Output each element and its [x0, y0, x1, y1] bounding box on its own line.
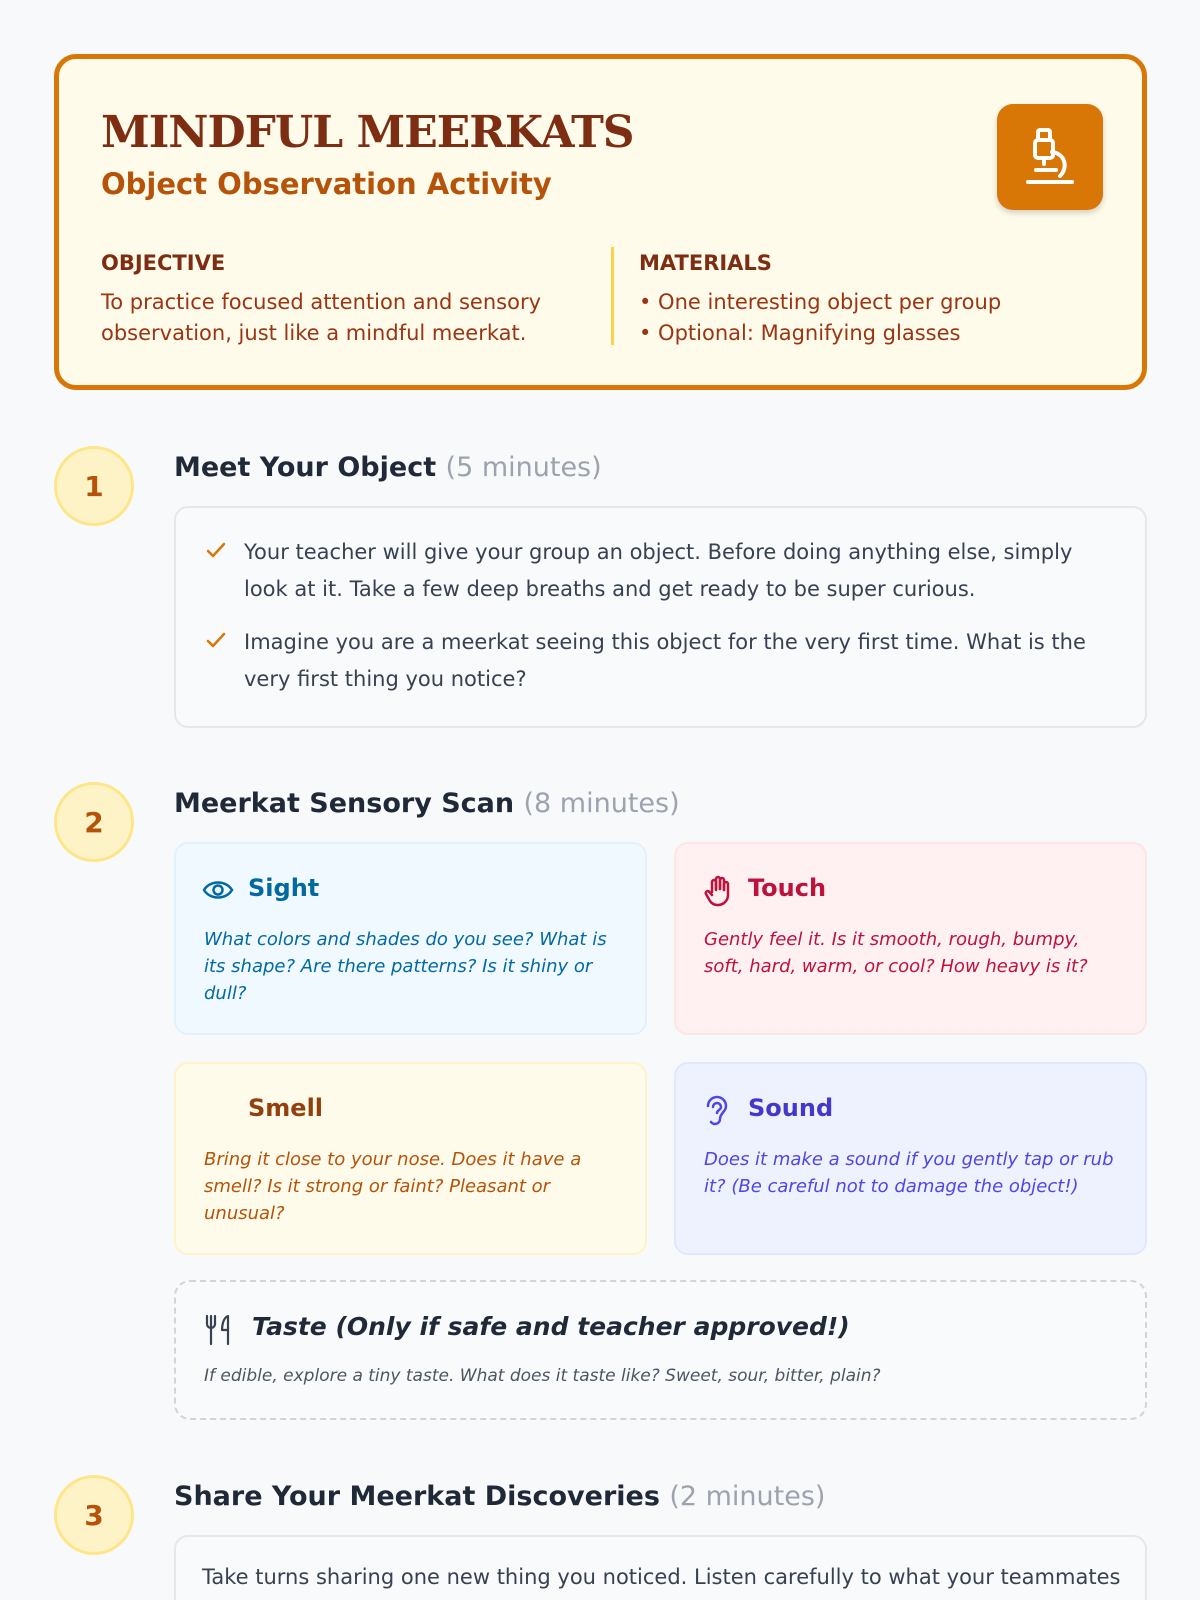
sense-title: Sight: [248, 874, 320, 902]
step-duration: (5 minutes): [445, 452, 602, 483]
taste-title: Taste (Only if safe and teacher approved!): [252, 1312, 850, 1341]
objective-line: To practice focused attention and sensory: [101, 290, 542, 314]
step-3-text: Take turns sharing one new thing you noticed. Listen carefully to what your teammates: [202, 1565, 1121, 1589]
materials-label: MATERIALS: [639, 251, 772, 275]
utensils-icon: [204, 1314, 238, 1346]
step-number: 3: [54, 1475, 134, 1555]
checklist-item: [204, 534, 1114, 608]
ear-icon: [702, 1094, 732, 1128]
step-title-text: Share Your Meerkat Discoveries: [174, 1481, 660, 1512]
sense-card-touch: [674, 842, 1147, 1035]
sense-title: Smell: [248, 1094, 324, 1122]
column-divider: [611, 247, 614, 345]
taste-card: [174, 1280, 1147, 1420]
sense-text: What colors and shades do you see? What is its shape? Are there patterns? Is it shiny or dull?: [204, 929, 607, 1004]
sense-card-sight: [174, 842, 647, 1035]
page-subtitle: Object Observation Activity: [101, 167, 552, 201]
materials-item: • One interesting object per group: [639, 290, 1002, 314]
sense-card-sound: [674, 1062, 1147, 1255]
step-duration: (8 minutes): [523, 788, 680, 819]
step-title-text: Meerkat Sensory Scan: [174, 788, 515, 819]
materials-list: [639, 287, 1001, 349]
sense-card-smell: [174, 1062, 647, 1255]
hand-icon: [702, 874, 736, 908]
page-title: MINDFUL MEERKATS: [101, 107, 634, 158]
check-icon: [204, 628, 228, 652]
objective-text: [101, 287, 541, 349]
materials-item: • Optional: Magnifying glasses: [639, 321, 961, 345]
sense-text: Gently feel it. Is it smooth, rough, bumpy, soft, hard, warm, or cool? How heavy is it?: [704, 929, 1088, 977]
checklist-text: Your teacher will give your group an object. Before doing anything else, simply look at it. Take a few deep breaths and get ready to be super curious.: [244, 540, 1073, 601]
step-3-box: [174, 1535, 1147, 1600]
check-icon: [204, 538, 228, 562]
step-number: 2: [54, 782, 134, 862]
objective-label: OBJECTIVE: [101, 251, 226, 275]
step-title: [174, 1481, 825, 1512]
sense-text: Does it make a sound if you gently tap or rub it? (Be careful not to damage the object!): [704, 1149, 1114, 1197]
checklist-text: Imagine you are a meerkat seeing this object for the very first time. What is the very first thing you notice?: [244, 630, 1086, 691]
step-1-box: [174, 506, 1147, 728]
step-title-text: Meet Your Object: [174, 452, 437, 483]
sense-title: Sound: [748, 1094, 834, 1122]
microscope-icon: [1022, 126, 1078, 188]
sense-text: Bring it close to your nose. Does it have a smell? Is it strong or faint? Pleasant or unusual?: [204, 1149, 582, 1224]
step-duration: (2 minutes): [669, 1481, 826, 1512]
step-title: [174, 788, 680, 819]
taste-text: If edible, explore a tiny taste. What does it taste like? Sweet, sour, bitter, plain?: [204, 1366, 881, 1386]
microscope-badge: [997, 104, 1103, 210]
step-title: [174, 452, 602, 483]
objective-line: observation, just like a mindful meerkat.: [101, 321, 527, 345]
checklist-item: [204, 624, 1114, 698]
sense-title: Touch: [748, 874, 827, 902]
header-card: [54, 54, 1147, 390]
eye-icon: [202, 874, 234, 906]
step-number: 1: [54, 446, 134, 526]
